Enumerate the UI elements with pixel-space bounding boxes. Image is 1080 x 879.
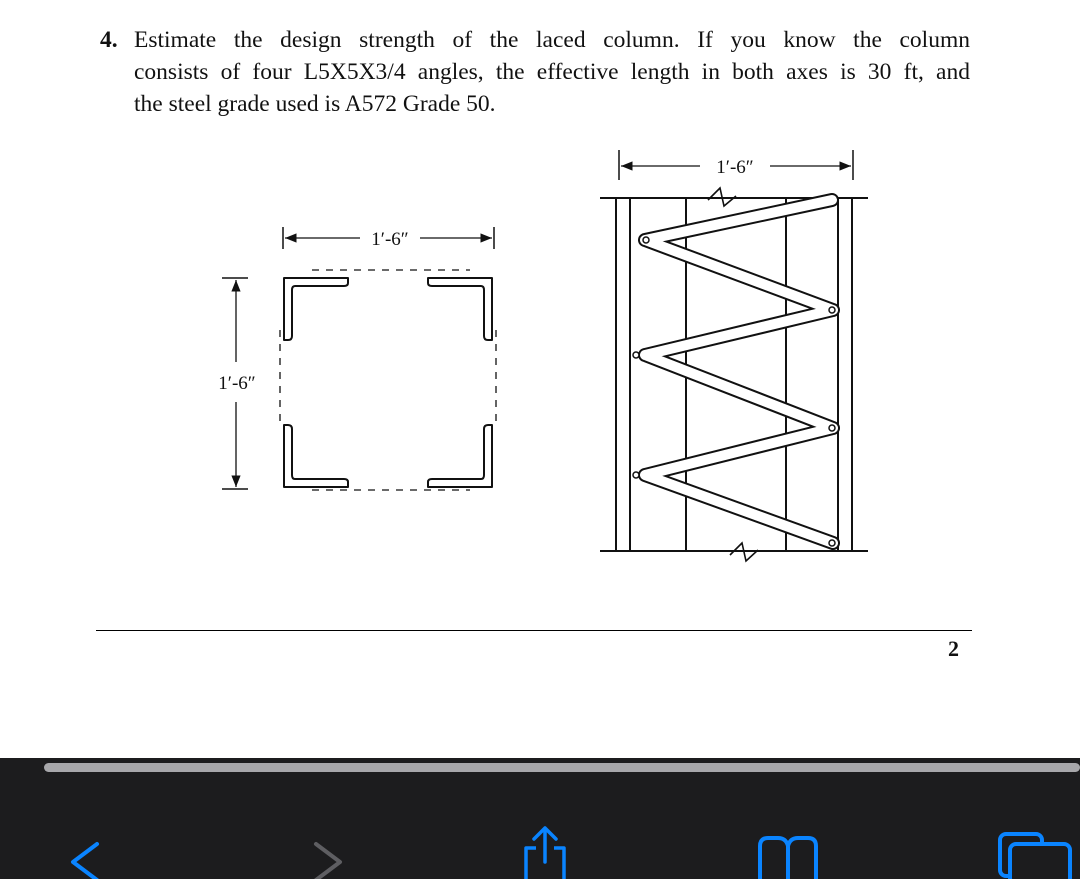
back-button[interactable] (55, 818, 125, 879)
page-number: 2 (948, 636, 959, 661)
tabs-button[interactable] (992, 818, 1062, 879)
section-width-label: 1′-6″ (371, 229, 409, 250)
share-icon (512, 818, 582, 879)
problem-number: 4. (100, 27, 118, 53)
page-scroll-progress (0, 758, 1080, 780)
section-height-label: 1′-6″ (218, 373, 256, 394)
chevron-left-icon (55, 818, 125, 879)
page-scroll-progress-fill (44, 763, 1080, 772)
browser-toolbar (0, 758, 1080, 879)
forward-button[interactable] (296, 818, 366, 879)
problem-line-2: consists of four L5X5X3/4 angles, the effective length in both axes is 30 ft, and (134, 59, 970, 85)
elevation-column-legs (616, 198, 852, 551)
bookmarks-button[interactable] (752, 818, 822, 879)
lacing-bars (645, 200, 833, 543)
problem-line-3: the steel grade used is A572 Grade 50. (134, 91, 496, 117)
elevation-width-label: 1′-6″ (716, 157, 754, 178)
elevation-width-dimension (619, 150, 853, 180)
chevron-right-icon (296, 818, 366, 879)
book-icon (752, 818, 822, 879)
share-button[interactable] (512, 818, 582, 879)
page-footer-rule (96, 630, 972, 631)
tabs-icon (992, 818, 1080, 879)
problem-line-1: Estimate the design strength of the laced column. If you know the column (134, 27, 970, 53)
